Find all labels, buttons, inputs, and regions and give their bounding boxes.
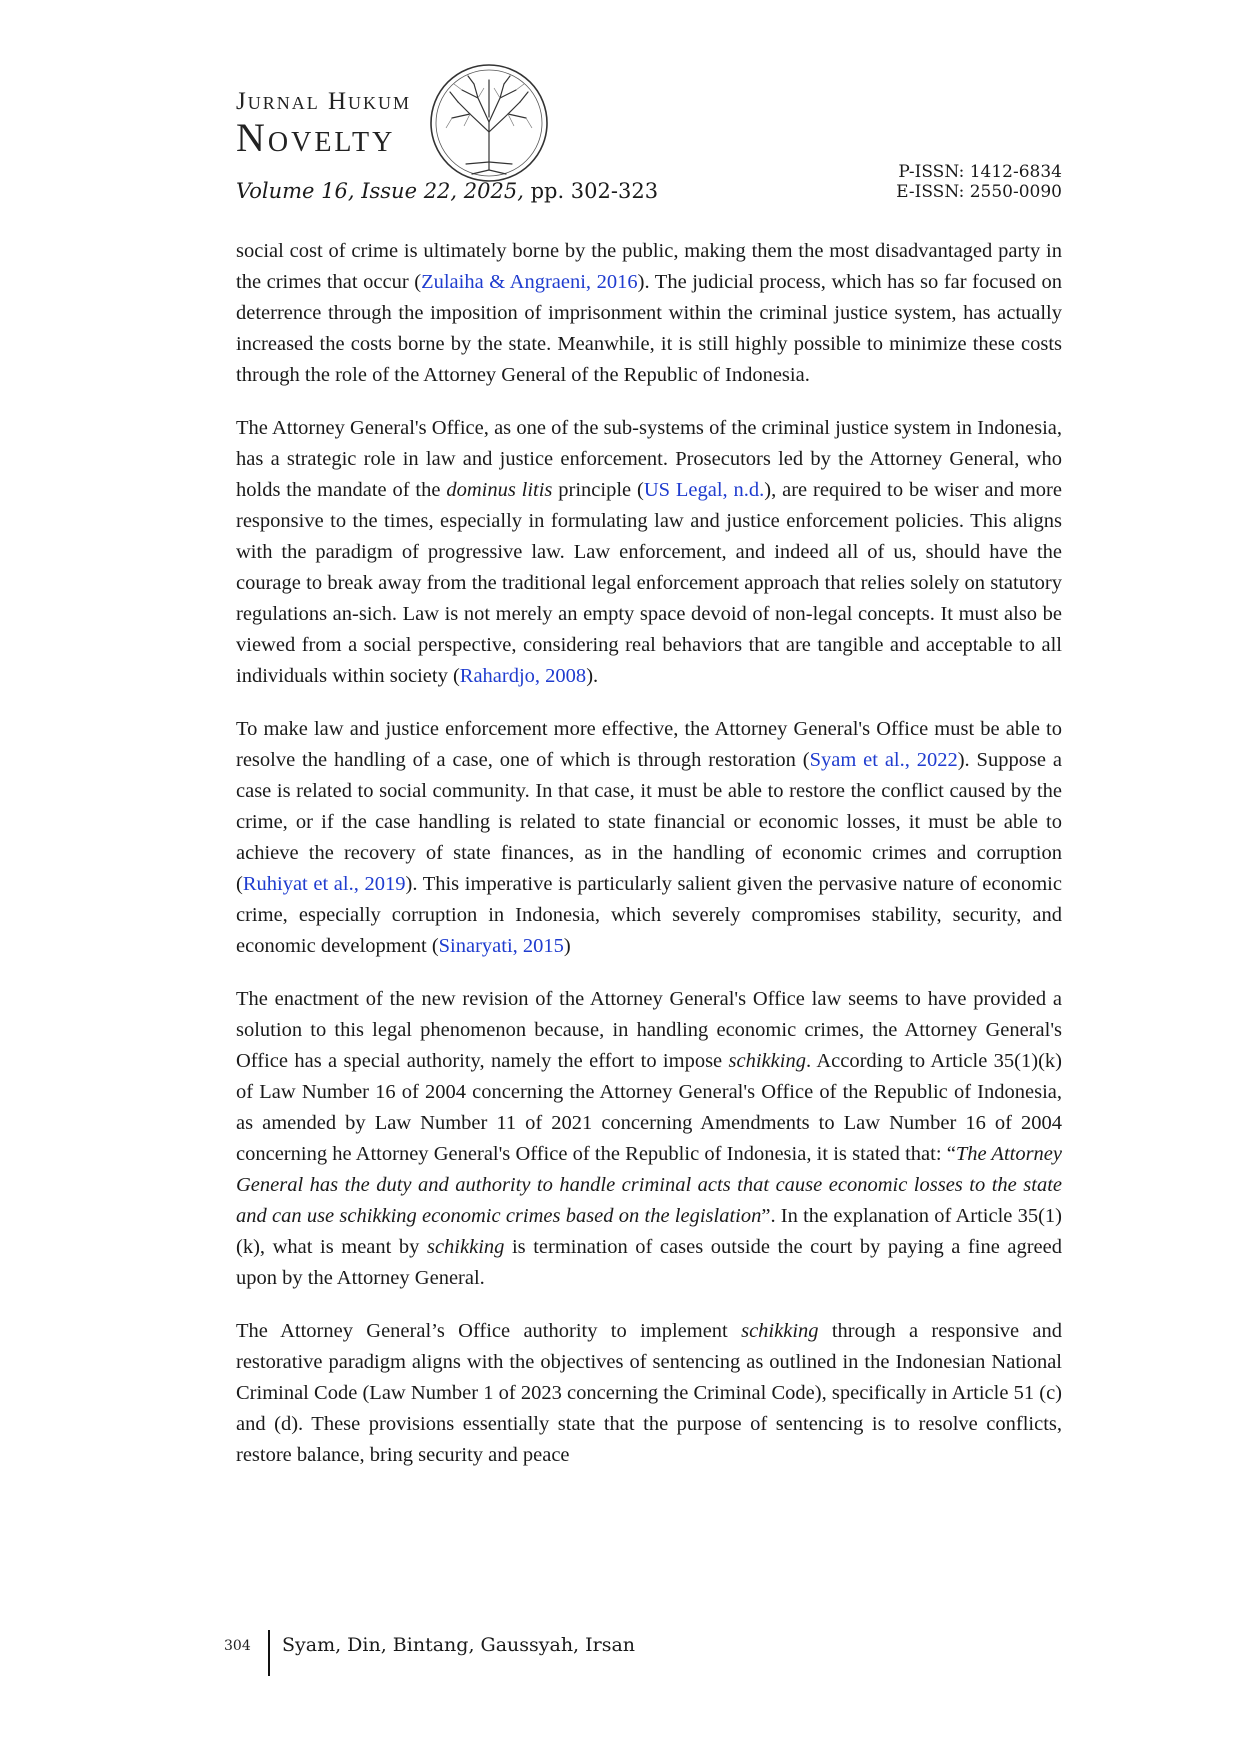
volume-line xyxy=(236,178,658,204)
italic-term: schikking xyxy=(426,1236,505,1258)
text-run: ). Suppose a case is related to social community. In that case, it must be able to restore the conflict caused by the crime, or if the case handling is related to state financial or economic losses, it must be able to achieve the recovery of state finances, as in the handling of economic crimes and corruption ( xyxy=(236,749,1062,895)
citation-link[interactable]: US Legal, n.d. xyxy=(643,479,765,501)
text-run: ) xyxy=(563,935,571,957)
text-run: through a responsive and restorative paradigm aligns with the objectives of sentencing as outlined in the Indonesian National Criminal Code (Law Number 1 of 2023 concerning the Criminal Code), specifically in Article 51 (c) and (d). These provisions essentially state that the purpose of sentencing is to resolve conflicts, restore balance, bring security and peace xyxy=(236,1320,1062,1466)
text-run: social cost of crime is ultimately borne by the public, making them the most disadvantaged party in the crimes that occur ( xyxy=(236,240,1062,293)
text-run: The Attorney General’s Office authority to implement xyxy=(236,1320,742,1342)
journal-name-line2: Novelty xyxy=(236,115,396,160)
page-range: pp. 302-323 xyxy=(523,179,659,203)
paragraph-5 xyxy=(236,1316,1062,1471)
italic-term: schikking xyxy=(741,1320,819,1342)
text-run: ). xyxy=(586,665,599,687)
paragraph-2 xyxy=(236,413,1062,692)
citation-link[interactable]: Zulaiha & Angraeni, 2016 xyxy=(421,271,638,293)
paragraph-3 xyxy=(236,714,1062,962)
text-run: The Attorney General's Office, as one of the sub-systems of the criminal justice system in Indonesia, has a strategic role in law and justice enforcement. Prosecutors led by the Attorney General, who holds the mandate of the xyxy=(236,417,1062,501)
text-run: is termination of cases outside the court by paying a fine agreed upon by the Attorney General. xyxy=(236,1236,1062,1289)
article-body xyxy=(236,236,1062,1493)
e-issn: E-ISSN: 2550-0090 xyxy=(896,182,1062,202)
citation-link[interactable]: Ruhiyat et al., 2019 xyxy=(242,873,406,895)
journal-name-line1: Jurnal Hukum xyxy=(236,88,412,115)
citation-link[interactable]: Rahardjo, 2008 xyxy=(459,665,587,687)
text-run: To make law and justice enforcement more effective, the Attorney General's Office must be able to resolve the handling of a case, one of which is through restoration ( xyxy=(236,718,1062,771)
citation-link[interactable]: Syam et al., 2022 xyxy=(809,749,958,771)
italic-term: schikking xyxy=(728,1050,806,1072)
text-run: . According to Article 35(1)(k) of Law Number 16 of 2004 concerning the Attorney General's Office of the Republic of Indonesia, as amended by Law Number 11 of 2021 concerning Amendments to Law Number 16 of 2004 concerning he Attorney General's Office of the Republic of Indonesia, it is stated that: “ xyxy=(236,1050,1062,1165)
citation-link[interactable]: Sinaryati, 2015 xyxy=(438,935,564,957)
volume-issue: Volume 16, Issue 22, 2025, xyxy=(236,179,524,203)
tree-seal-icon xyxy=(428,62,550,184)
footer-authors: Syam, Din, Bintang, Gaussyah, Irsan xyxy=(282,1634,636,1656)
text-run: ), are required to be wiser and more responsive to the times, especially in formulating law and justice enforcement policies. This aligns with the paradigm of progressive law. Law enforcement, and indeed all of us, should have the courage to break away from the traditional legal enforcement approach that relies solely on statutory regulations an-sich. Law is not merely an empty space devoid of non-legal concepts. It must also be viewed from a social perspective, considering real behaviors that are tangible and acceptable to all individuals within society ( xyxy=(236,479,1062,687)
text-run: The enactment of the new revision of the Attorney General's Office law seems to have provided a solution to this legal phenomenon because, in handling economic crimes, the Attorney General's Office has a special authority, namely the effort to impose xyxy=(236,988,1062,1072)
footer-divider xyxy=(268,1630,270,1676)
italic-quote: The Attorney General has the duty and authority to handle criminal acts that cause economic losses to the state and can use schikking economic crimes based on the legislation xyxy=(236,1143,1063,1227)
paragraph-1 xyxy=(236,236,1062,391)
issn-block xyxy=(896,162,1062,202)
text-run: ). This imperative is particularly salient given the pervasive nature of economic crime, especially corruption in Indonesia, which severely compromises stability, security, and economic development ( xyxy=(236,873,1062,957)
italic-term: dominus litis xyxy=(446,479,553,501)
text-run: principle ( xyxy=(552,479,644,501)
paragraph-4 xyxy=(236,984,1062,1294)
journal-title-block xyxy=(236,88,411,160)
text-run: ). The judicial process, which has so far focused on deterrence through the imposition of imprisonment within the criminal justice system, has actually increased the costs borne by the state. Meanwhile, it is still highly possible to minimize these costs through the role of the Attorney General of the Republic of Indonesia. xyxy=(236,271,1063,386)
page-number: 304 xyxy=(224,1638,251,1654)
p-issn: P-ISSN: 1412-6834 xyxy=(898,162,1062,182)
text-run: ”. In the explanation of Article 35(1)(k), what is meant by xyxy=(236,1205,1062,1258)
